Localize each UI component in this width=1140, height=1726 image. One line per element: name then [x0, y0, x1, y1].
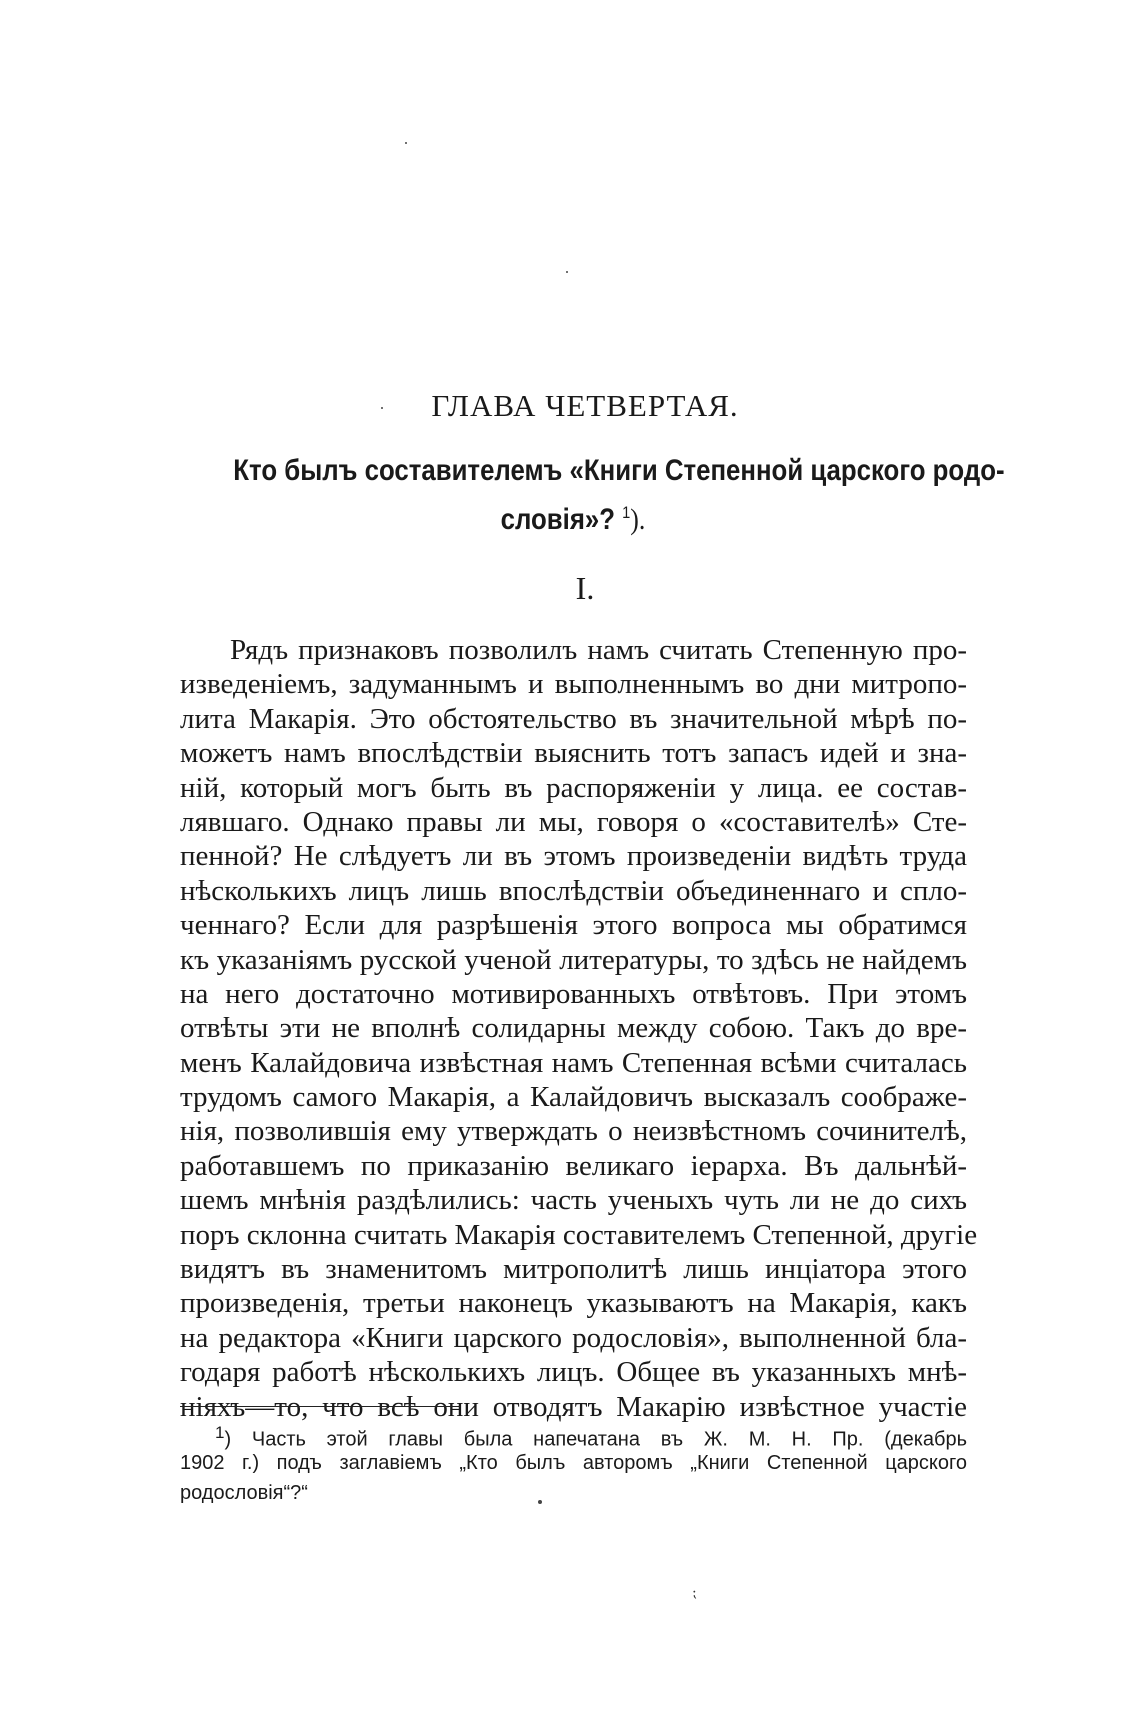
footnote-line: родословія“?“	[180, 1482, 308, 1504]
body-line: лита Макарія. Это обстоятельство въ значительной мѣрѣ по-	[180, 702, 967, 735]
body-line: работавшемъ по приказанію великаго іерарха. Въ дальнѣй-	[180, 1149, 967, 1182]
subtitle-line-2-text: словія»?	[500, 503, 615, 536]
body-line: лявшаго. Однако правы ли мы, говоря о «составителѣ» Сте-	[180, 805, 967, 838]
scan-speck	[405, 142, 407, 144]
body-line: менъ Калайдовича извѣстная намъ Степенная всѣми считалась	[180, 1046, 967, 1079]
body-line: ніяхъ—то, что всѣ они отводятъ Макарію извѣстное участіе	[180, 1390, 967, 1423]
footnote-reference: 1	[622, 503, 631, 522]
body-line: къ указаніямъ русской ученой литературы, то здѣсь не найдемъ	[180, 943, 967, 976]
body-line: изведеніемъ, задуманнымъ и выполненнымъ во дни митропо-	[180, 668, 967, 701]
chapter-subtitle	[233, 450, 1005, 541]
subtitle-tail: ).	[630, 503, 646, 536]
footnote-line	[180, 1418, 967, 1451]
subtitle-line-2	[233, 492, 912, 541]
chapter-title: ГЛАВА ЧЕТВЕРТАЯ.	[431, 388, 739, 423]
scan-mark: ⁏	[692, 1586, 697, 1601]
body-paragraph	[180, 633, 978, 1424]
body-line: ченнаго? Если для разрѣшенія этого вопроса мы обратимся	[180, 909, 967, 942]
body-line: шемъ мнѣнія раздѣлились: часть ученыхъ чуть ли не до сихъ	[180, 1184, 967, 1217]
body-line: Рядъ признаковъ позволилъ намъ считать Степенную про-	[230, 634, 967, 666]
body-line: видятъ въ знаменитомъ митрополитѣ лишь инціатора этого	[180, 1253, 967, 1286]
footnote-marker: 1	[215, 1423, 225, 1442]
footnote	[180, 1418, 967, 1508]
footnote-line-1-text: ) Часть этой главы была напечатана въ Ж. М. Н. Пр. (декабрь	[224, 1428, 967, 1451]
body-line: можетъ намъ впослѣдствіи выяснить тотъ запасъ идей и зна-	[180, 737, 967, 770]
scan-speck	[566, 271, 568, 273]
body-line: нѣсколькихъ лицъ лишь впослѣдствіи объединеннаго и спло-	[180, 874, 967, 907]
body-line: отвѣты эти не вполнѣ солидарны между собою. Такъ до вре-	[180, 1012, 967, 1045]
body-line: трудомъ самого Макарія, а Калайдовичъ высказалъ соображе-	[180, 1081, 967, 1114]
footnote-divider	[180, 1406, 460, 1407]
subtitle-line-1: Кто былъ составителемъ «Книги Степенной царского родо-	[233, 454, 1005, 487]
scan-speck	[538, 1500, 542, 1504]
body-line: пенной? Не слѣдуетъ ли въ этомъ произведеніи видѣть труда	[180, 840, 967, 873]
section-number: I.	[575, 570, 595, 606]
body-line: поръ склонна считать Макарія составителемъ Степенной, другіе	[180, 1218, 978, 1251]
footnote-line: 1902 г.) подъ заглавіемъ „Кто былъ авторомъ „Книги Степенной царского	[180, 1452, 967, 1474]
body-line: произведенія, третьи наконецъ указываютъ на Макарія, какъ	[180, 1287, 967, 1320]
body-line: нія, позволившія ему утверждать о неизвѣстномъ сочинителѣ,	[180, 1115, 967, 1148]
body-line: ній, который могъ быть въ распоряженіи у лица. ее состав-	[180, 771, 967, 804]
body-line: на редактора «Книги царского родословія», выполненной бла-	[180, 1321, 967, 1354]
body-line: на него достаточно мотивированныхъ отвѣтовъ. При этомъ	[180, 977, 967, 1010]
body-line: годаря работѣ нѣсколькихъ лицъ. Общее въ указанныхъ мнѣ-	[180, 1356, 967, 1389]
